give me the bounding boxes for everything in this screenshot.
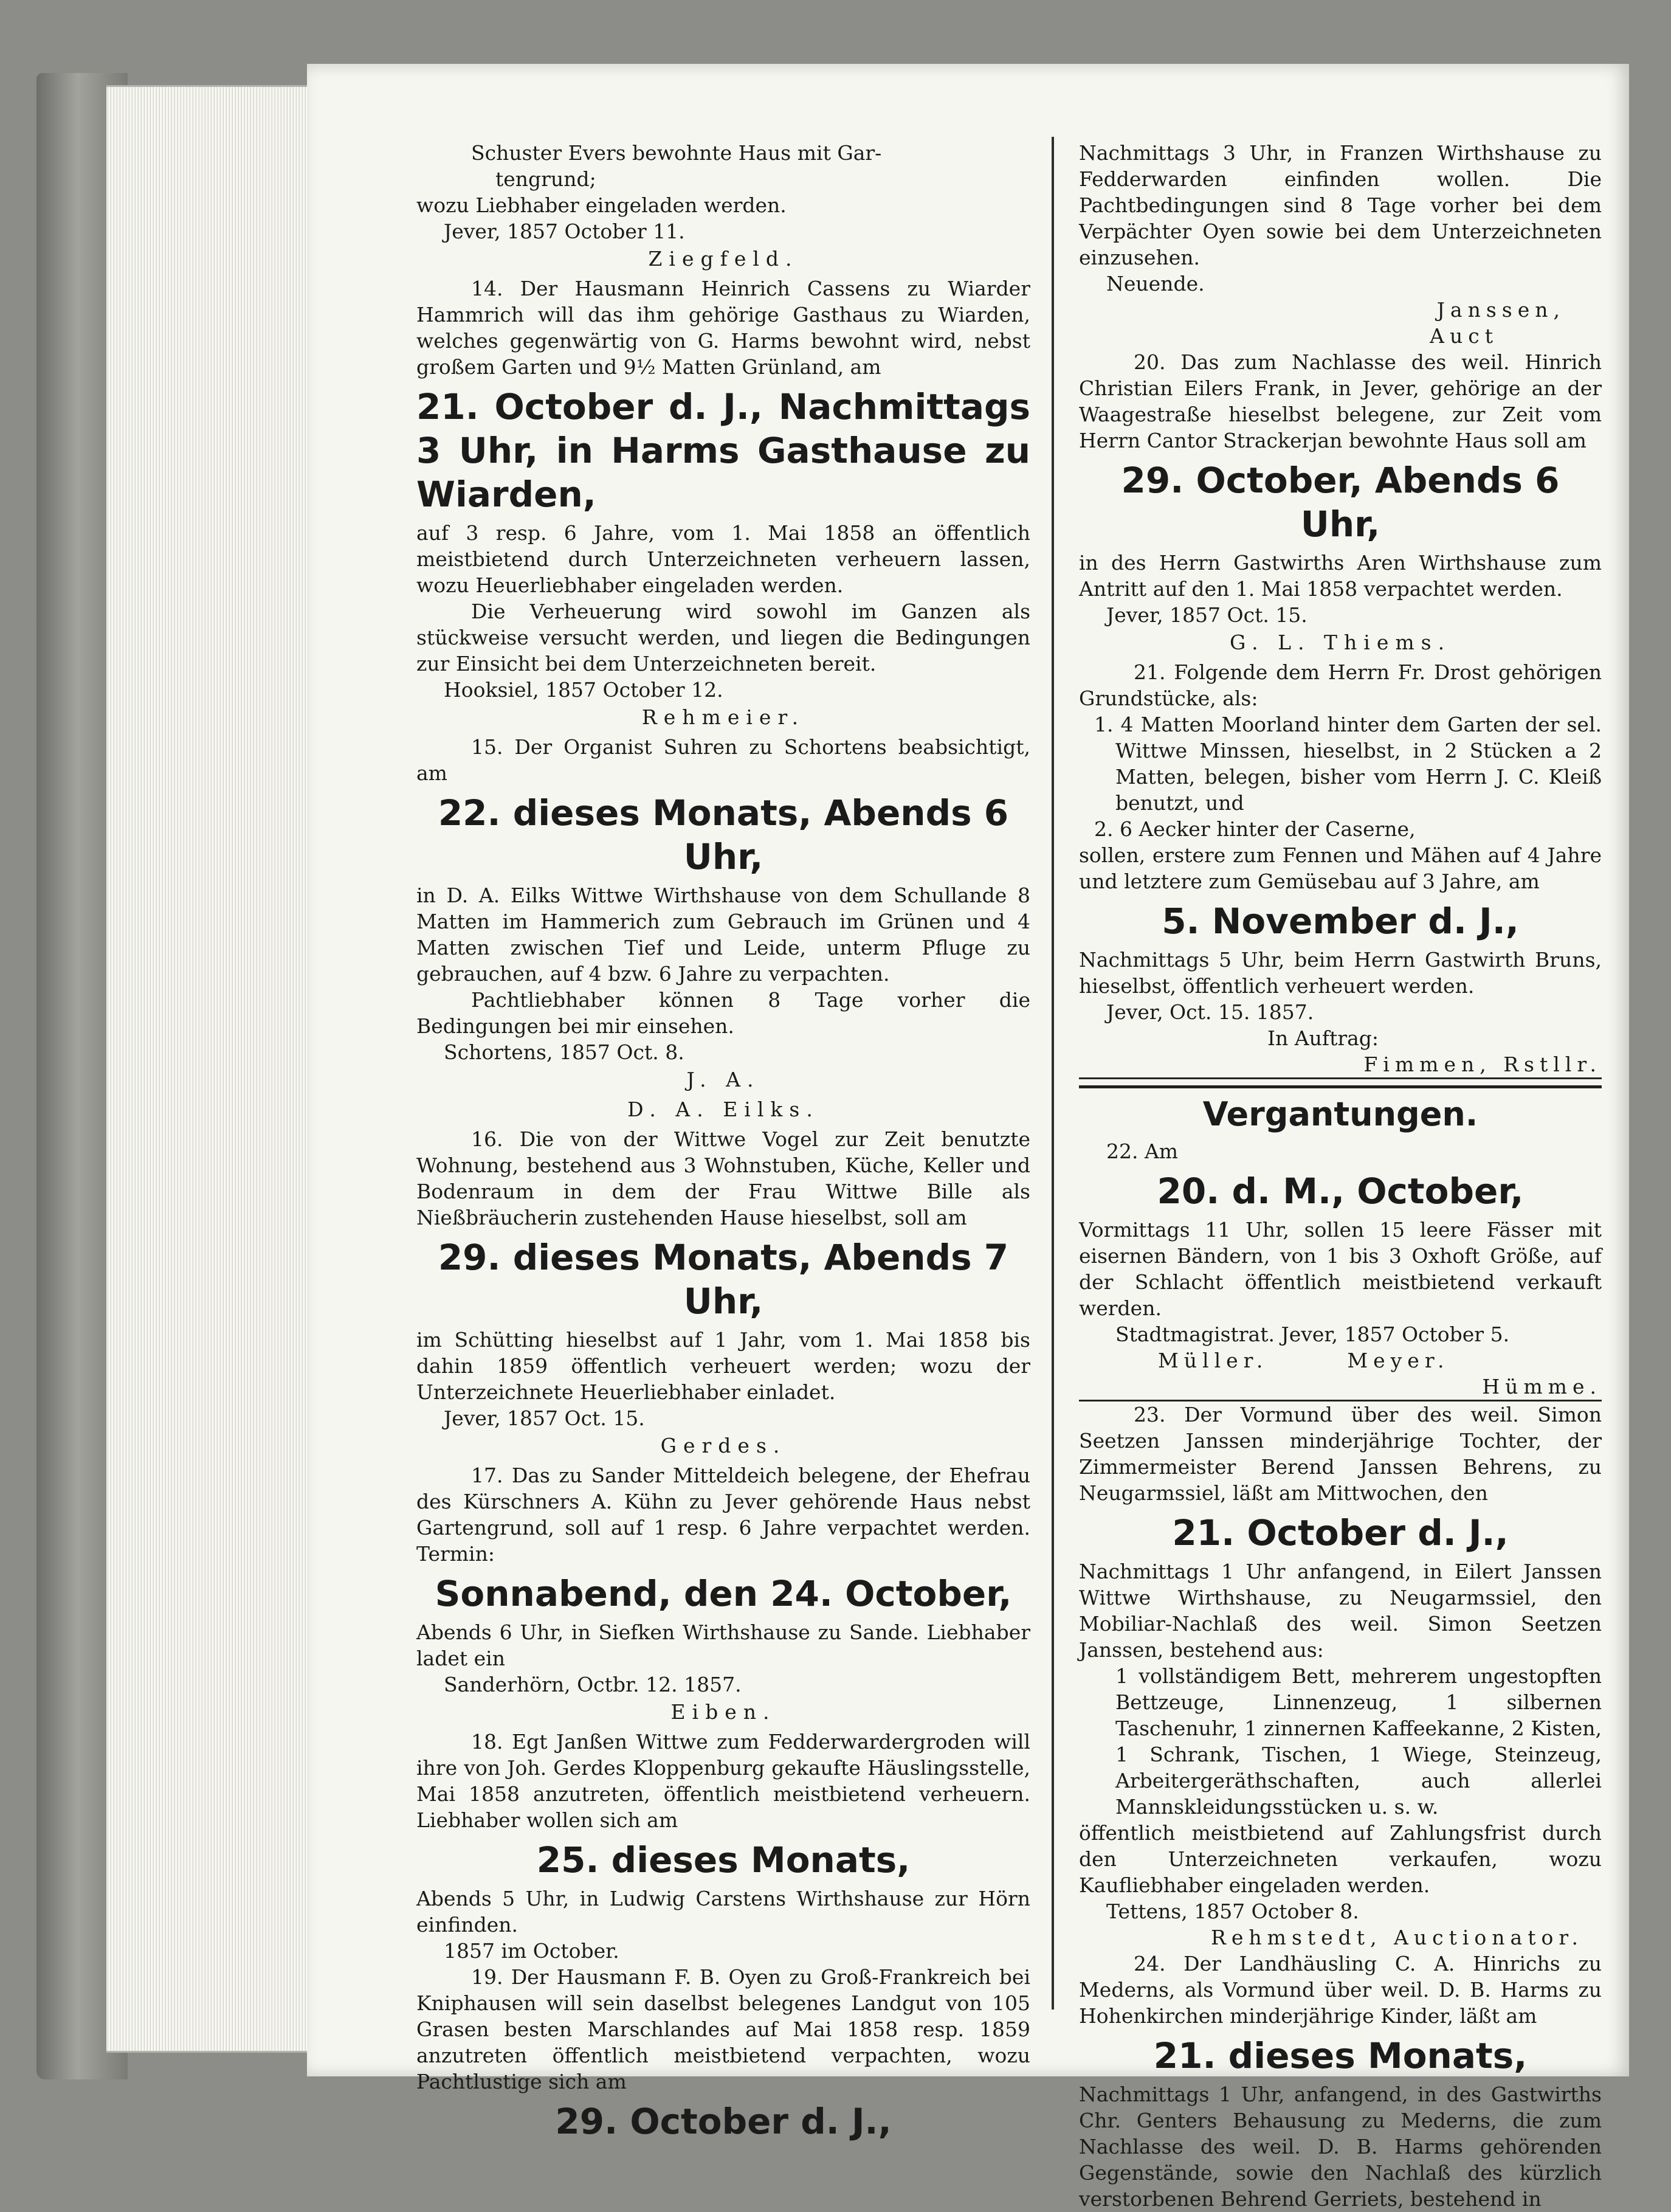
dateline: Hooksiel, 1857 October 12.	[444, 678, 723, 702]
dateline: Jever, 1857 Oct. 15.	[444, 1406, 645, 1430]
section-rule	[1079, 1085, 1602, 1088]
dateline: Jever, 1857 October 11.	[444, 219, 685, 243]
signature: Hümme.	[1079, 1374, 1602, 1402]
text-line: Schuster Evers bewohnte Haus mit Gar-	[471, 141, 882, 165]
inventory-list: 1 vollständigem Bett, mehrerem ungestopften Bettzeuge, Linnenzeug, 1 silbernen Taschenuhr, 1 zinnernen Kaffeekanne, 2 Kisten, 1 Schrank, Tischen, 1 Wiege, Steinzeug, Arbeitergeräthschaften, auch allerlei Mannskleidungsstücken u. s. w.	[1115, 1664, 1602, 1819]
text-paragraph: Vormittags 11 Uhr, sollen 15 leere Fässer mit eisernen Bändern, von 1 bis 3 Oxhoft Größe, auf der Schlacht öffentlich meistbietend verkauft werden.	[1079, 1218, 1602, 1320]
section-heading: Vergantungen.	[1202, 1095, 1478, 1133]
date-heading: 22. dieses Monats, Abends 6 Uhr,	[438, 792, 1009, 877]
text-paragraph: Pachtliebhaber können 8 Tage vorher die Bedingungen bei mir einsehen.	[416, 988, 1030, 1038]
notice-21: 21. Folgende dem Herrn Fr. Drost gehörigen Grundstücke, als:	[1079, 660, 1602, 710]
signature: Rehmstedt, Auctionator.	[1211, 1926, 1583, 1949]
text-paragraph: Nachmittags 5 Uhr, beim Herrn Gastwirth Bruns, hieselbst, öffentlich verheuert werden.	[1079, 948, 1602, 998]
signature: Janssen,	[1436, 298, 1565, 322]
signature-mueller: Müller.	[1158, 1349, 1269, 1372]
signature: Ziegfeld.	[648, 247, 799, 271]
dateline: Neuende.	[1106, 272, 1205, 296]
date-heading: 29. October, Abends 6 Uhr,	[1121, 460, 1560, 545]
text-paragraph: auf 3 resp. 6 Jahre, vom 1. Mai 1858 an öffentlich meistbietend durch Unterzeichneten verheuern lassen, wozu Heuerliebhaber eingeladen werden.	[416, 521, 1030, 597]
dateline: Jever, Oct. 15. 1857.	[1106, 1000, 1314, 1024]
notice-15: 15. Der Organist Suhren zu Schortens beabsichtigt, am	[416, 735, 1030, 785]
notice-24: 24. Der Landhäusling C. A. Hinrichs zu Mederns, als Vormund über weil. D. B. Harms zu Hohenkirchen minderjährige Kinder, läßt am	[1079, 1952, 1602, 2028]
notice-17: 17. Das zu Sander Mitteldeich belegene, der Ehefrau des Kürschners A. Kühn zu Jever gehörende Haus nebst Gartengrund, soll auf 1 resp. 6 Jahre verpachtet werden. Termin:	[416, 1464, 1030, 1566]
text-paragraph: in des Herrn Gastwirths Aren Wirthshause zum Antritt auf den 1. Mai 1858 verpachtet werden.	[1079, 551, 1602, 601]
date-heading: 21. October d. J.,	[1172, 1512, 1509, 1554]
signature: G. L. Thiems.	[1229, 631, 1452, 654]
text-paragraph: Nachmittags 3 Uhr, in Franzen Wirthshause zu Fedderwarden einfinden wollen. Die Pachtbedingungen sind 8 Tage vorher bei dem Verpächter Oyen sowie bei dem Unterzeichneten einzusehen.	[1079, 141, 1602, 269]
text-paragraph: öffentlich meistbietend auf Zahlungsfrist durch den Unterzeichneten verkaufen, wozu Kaufliebhaber eingeladen werden.	[1079, 1821, 1602, 1897]
date-heading: 5. November d. J.,	[1162, 900, 1519, 942]
date-heading: 21. October d. J., Nachmittags 3 Uhr, in Harms Gasthause zu Wiarden,	[416, 386, 1030, 515]
text-line: wozu Liebhaber eingeladen werden.	[416, 193, 787, 217]
text-paragraph: sollen, erstere zum Fennen und Mähen auf 4 Jahre und letztere zum Gemüsebau auf 3 Jahre, am	[1079, 843, 1602, 893]
text-paragraph: Abends 5 Uhr, in Ludwig Carstens Wirthshause zur Hörn einfinden.	[416, 1887, 1030, 1937]
text-paragraph: im Schütting hieselbst auf 1 Jahr, vom 1. Mai 1858 bis dahin 1859 öffentlich verheuert werden; wozu der Unterzeichnete Heuerliebhaber einladet.	[416, 1328, 1030, 1404]
notice-22: 22. Am	[1106, 1139, 1179, 1163]
newspaper-page	[307, 64, 1629, 2211]
date-heading: 29. October d. J.,	[555, 2101, 892, 2142]
signature-title: Auct	[1430, 324, 1498, 348]
page-edges	[106, 85, 313, 2053]
text-paragraph: Die Verheuerung wird sowohl im Ganzen als stückweise versucht werden, und liegen die Bedingungen zur Einsicht bei dem Unterzeichneten bereit.	[416, 600, 1030, 676]
signature: Gerdes.	[660, 1434, 787, 1457]
notice-20: 20. Das zum Nachlasse des weil. Hinrich Christian Eilers Frank, in Jever, gehörige an der Waagestraße hieselbst belegene, zur Zeit vom Herrn Cantor Strackerjan bewohnte Haus soll am	[1079, 350, 1602, 452]
date-heading: Sonnabend, den 24. October,	[435, 1573, 1012, 1614]
date-heading: 25. dieses Monats,	[536, 1839, 911, 1881]
signature: J. A.	[686, 1068, 760, 1091]
dateline: Sanderhörn, Octbr. 12. 1857.	[444, 1673, 742, 1696]
signature: Eiben.	[670, 1700, 776, 1724]
left-column	[416, 140, 1030, 2147]
list-item: 2. 6 Aecker hinter der Caserne,	[1094, 817, 1416, 841]
notice-19: 19. Der Hausmann F. B. Oyen zu Groß-Frankreich bei Kniphausen will sein daselbst belegenes Landgut von 105 Grasen besten Marschlandes auf Mai 1858 resp. 1859 anzutreten öffentlich meistbietend verpachten, wozu Pachtlustige sich am	[416, 1965, 1030, 2093]
signature-prefix: In Auftrag:	[1267, 1026, 1379, 1050]
signature: Rehmeier.	[641, 705, 805, 729]
dateline: Tettens, 1857 October 8.	[1106, 1899, 1359, 1923]
date-heading: 29. dieses Monats, Abends 7 Uhr,	[438, 1237, 1009, 1322]
signature-meyer: Meyer.	[1347, 1349, 1450, 1372]
date-heading: 21. dieses Monats,	[1153, 2035, 1528, 2076]
column-divider	[1052, 137, 1054, 2010]
text-line: tengrund;	[495, 167, 596, 191]
date-heading: 20. d. M., October,	[1157, 1170, 1524, 1212]
signature: D. A. Eilks.	[627, 1097, 819, 1121]
list-item: 1. 4 Matten Moorland hinter dem Garten der sel. Wittwe Minssen, hieselbst, in 2 Stücken a 2 Matten, belegen, bisher vom Herrn J. C. Kleiß benutzt, und	[1094, 713, 1602, 815]
text-paragraph: Abends 6 Uhr, in Siefken Wirthshause zu Sande. Liebhaber ladet ein	[416, 1620, 1030, 1670]
dateline: Stadtmagistrat. Jever, 1857 October 5.	[1115, 1322, 1510, 1346]
text-paragraph: in D. A. Eilks Wittwe Wirthshause von dem Schullande 8 Matten im Hammerich zum Gebrauch im Grünen und 4 Matten zwischen Tief und Leide, unterm Pfluge zu gebrauchen, auf 4 bzw. 6 Jahre zu verpachten.	[416, 883, 1030, 986]
signature: Fimmen, Rstllr.	[1079, 1051, 1602, 1079]
text-paragraph: Nachmittags 1 Uhr anfangend, in Eilert Janssen Wittwe Wirthshause, zu Neugarmssiel, den Mobiliar-Nachlaß des weil. Simon Seetzen Janssen, bestehend aus:	[1079, 1560, 1602, 1662]
dateline: 1857 im October.	[444, 1939, 619, 1963]
notice-23: 23. Der Vormund über des weil. Simon Seetzen Janssen minderjährige Tochter, der Zimmermeister Berend Janssen Behrens, zu Neugarmssiel, läßt am Mittwochen, den	[1079, 1403, 1602, 1505]
notice-14: 14. Der Hausmann Heinrich Cassens zu Wiarder Hammrich will das ihm gehörige Gasthaus zu Wiarden, welches gegenwärtig von G. Harms bewohnt wird, nebst großem Garten und 9½ Matten Grünland, am	[416, 277, 1030, 379]
notice-18: 18. Egt Janßen Wittwe zum Fedderwardergroden will ihre von Joh. Gerdes Kloppenburg gekaufte Häuslingsstelle, Mai 1858 anzutreten, öffentlich meistbietend verheuern. Liebhaber wollen sich am	[416, 1730, 1030, 1832]
text-paragraph: Nachmittags 1 Uhr, anfangend, in des Gastwirths Chr. Genters Behausung zu Mederns, die zum Nachlasse des weil. D. B. Harms gehörenden Gegenstände, sowie den Nachlaß des kürzlich verstorbenen Behrend Gerriets, bestehend in	[1079, 2082, 1602, 2211]
dateline: Schortens, 1857 Oct. 8.	[444, 1040, 684, 1064]
signature	[1079, 1347, 1602, 1374]
notice-16: 16. Die von der Wittwe Vogel zur Zeit benutzte Wohnung, bestehend aus 3 Wohnstuben, Küche, Keller und Bodenraum in dem der Frau Wittwe Bille als Nießbräucherin zustehenden Hause hieselbst, soll am	[416, 1127, 1030, 1229]
dateline: Jever, 1857 Oct. 15.	[1106, 603, 1308, 627]
right-column	[1079, 140, 1602, 2212]
